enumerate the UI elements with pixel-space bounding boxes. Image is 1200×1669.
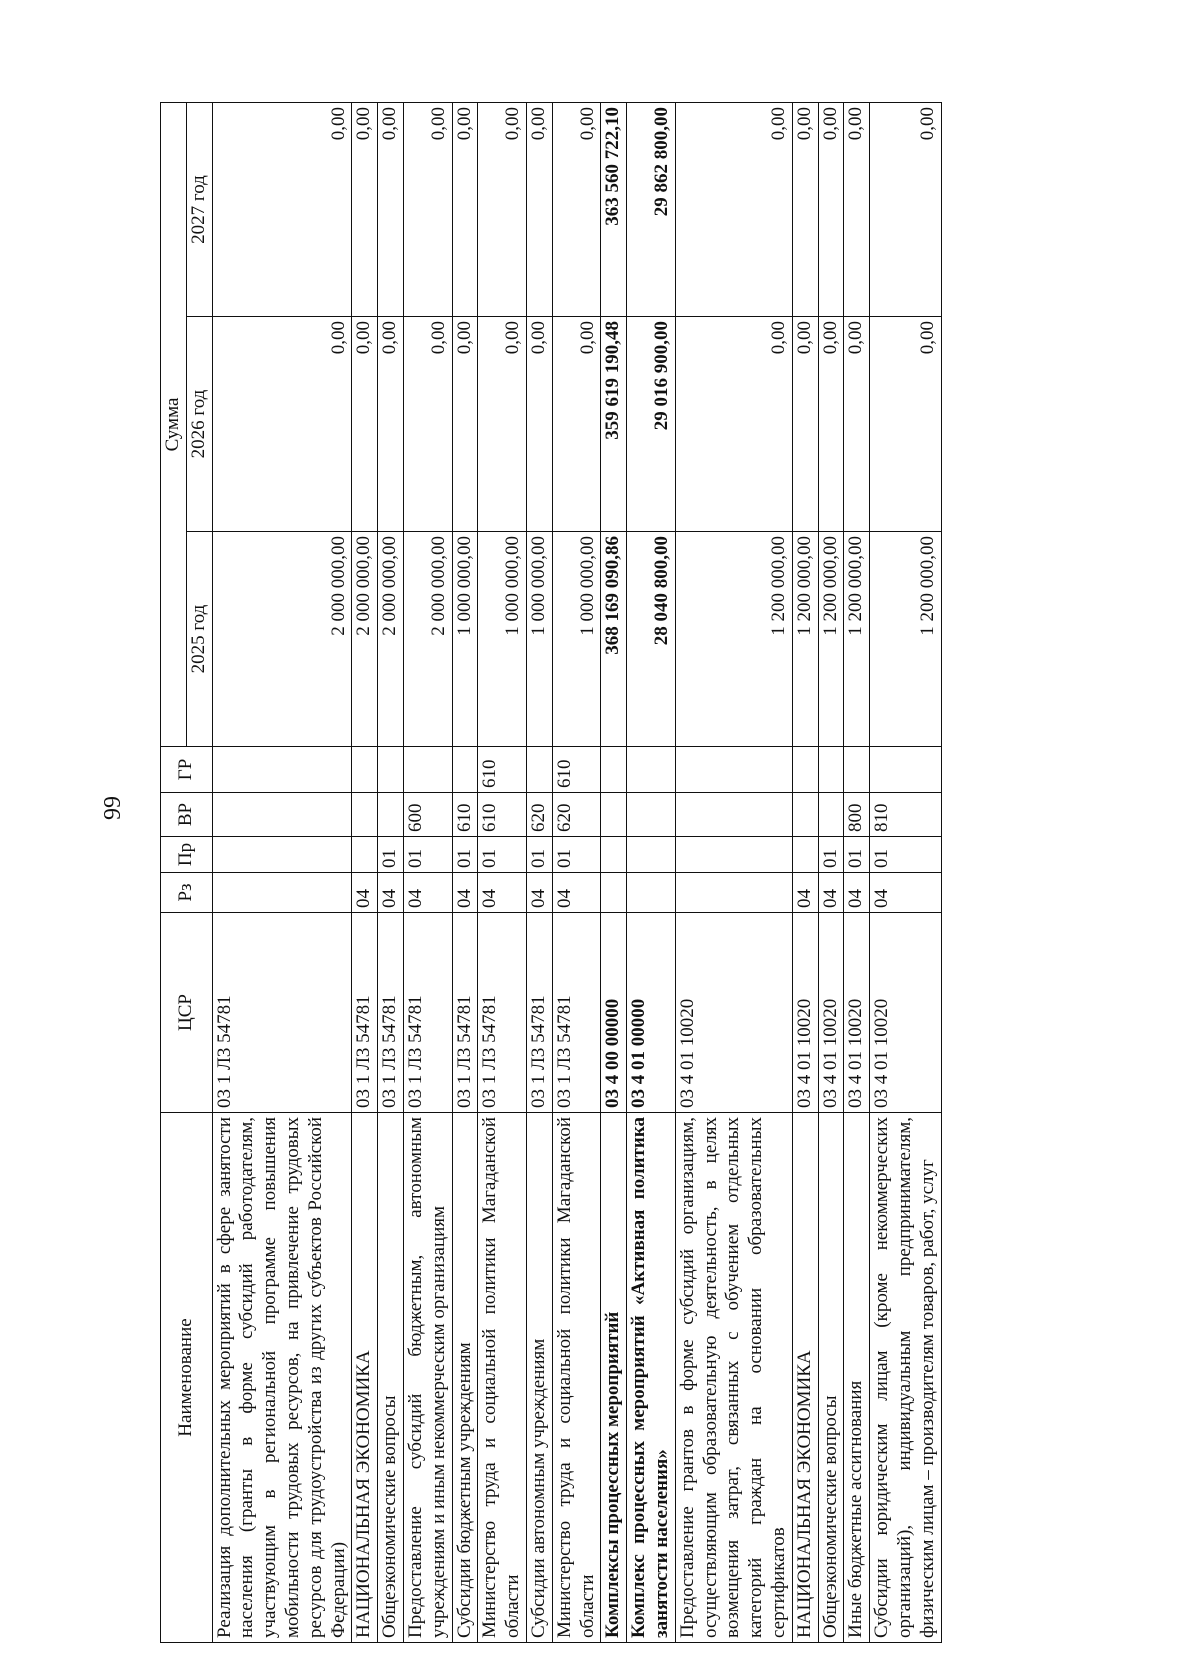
row-name: Предоставление грантов в форме субсидий организациям, осуществляющим образовательную деятельность, в целях возмещения затрат, связанных с обучением отдельных категорий граждан на основании образовательных сертификатов — [675, 1113, 792, 1643]
header-vr: ВР — [161, 793, 213, 837]
row-sum-2026: 0,00 — [552, 317, 601, 532]
row-csr: 03 1 Л3 54781 — [212, 913, 352, 1113]
row-vr — [352, 793, 378, 837]
row-vr — [378, 793, 404, 837]
row-name: Предоставление субсидий бюджетным, автономным учреждениям и иным некоммерческим организациям — [403, 1113, 452, 1643]
row-gr: 610 — [552, 747, 601, 793]
row-gr — [526, 747, 552, 793]
table-row — [870, 103, 941, 1643]
row-rz: 04 — [452, 873, 478, 913]
row-pr — [352, 837, 378, 873]
row-sum-2026: 0,00 — [870, 317, 941, 532]
row-csr: 03 1 Л3 54781 — [552, 913, 601, 1113]
header-year-2025: 2025 год — [186, 532, 212, 747]
row-gr — [627, 747, 676, 793]
row-sum-2025: 1 200 000,00 — [675, 532, 792, 747]
table-row — [352, 103, 378, 1643]
header-year-2026: 2026 год — [186, 317, 212, 532]
row-vr — [627, 793, 676, 837]
row-sum-2025: 2 000 000,00 — [378, 532, 404, 747]
row-vr: 600 — [403, 793, 452, 837]
page-number: 99 — [100, 796, 126, 820]
row-pr: 01 — [870, 837, 941, 873]
row-sum-2026: 0,00 — [818, 317, 844, 532]
row-csr: 03 4 00 00000 — [601, 913, 627, 1113]
row-gr — [601, 747, 627, 793]
row-name: Министерство труда и социальной политики Магаданской области — [478, 1113, 527, 1643]
row-gr — [792, 747, 818, 793]
row-sum-2027: 363 560 722,10 — [601, 103, 627, 317]
row-sum-2025: 1 000 000,00 — [452, 532, 478, 747]
row-name: Министерство труда и социальной политики Магаданской области — [552, 1113, 601, 1643]
row-sum-2027: 0,00 — [378, 103, 404, 317]
row-rz — [601, 873, 627, 913]
row-rz: 04 — [792, 873, 818, 913]
row-gr — [844, 747, 870, 793]
row-sum-2026: 359 619 190,48 — [601, 317, 627, 532]
row-csr: 03 1 Л3 54781 — [452, 913, 478, 1113]
row-vr — [601, 793, 627, 837]
row-name: Общеэкономические вопросы — [378, 1113, 404, 1643]
row-sum-2026: 0,00 — [844, 317, 870, 532]
row-sum-2027: 0,00 — [675, 103, 792, 317]
row-sum-2026: 29 016 900,00 — [627, 317, 676, 532]
row-gr — [870, 747, 941, 793]
row-sum-2026: 0,00 — [352, 317, 378, 532]
row-gr — [403, 747, 452, 793]
row-sum-2027: 0,00 — [478, 103, 527, 317]
row-gr — [452, 747, 478, 793]
row-pr: 01 — [403, 837, 452, 873]
table-row — [212, 103, 352, 1643]
row-sum-2027: 0,00 — [352, 103, 378, 317]
row-gr — [352, 747, 378, 793]
row-pr — [675, 837, 792, 873]
row-csr: 03 1 Л3 54781 — [478, 913, 527, 1113]
row-pr — [212, 837, 352, 873]
row-csr: 03 4 01 10020 — [792, 913, 818, 1113]
table-row — [818, 103, 844, 1643]
row-rz: 04 — [818, 873, 844, 913]
row-csr: 03 4 01 10020 — [675, 913, 792, 1113]
table-body — [212, 103, 941, 1643]
row-rz — [675, 873, 792, 913]
row-vr: 800 — [844, 793, 870, 837]
row-name: Реализация дополнительных мероприятий в сфере занятости населения (гранты в форме субсидий работодателям, участвующим в региональной программе повышения мобильности трудовых ресурсов, на привлечение трудовых ресурсов для трудоустройства из других субъектов Российской Федерации) — [212, 1113, 352, 1643]
row-rz: 04 — [378, 873, 404, 913]
row-sum-2025: 1 000 000,00 — [478, 532, 527, 747]
row-sum-2027: 0,00 — [526, 103, 552, 317]
row-pr: 01 — [452, 837, 478, 873]
row-sum-2027: 0,00 — [403, 103, 452, 317]
row-rz: 04 — [403, 873, 452, 913]
header-name: Наименование — [161, 1113, 213, 1643]
row-name: Субсидии юридическим лицам (кроме некоммерческих организаций), индивидуальным предпринимателям, физическим лицам – производителям товаров, работ, услуг — [870, 1113, 941, 1643]
row-sum-2026: 0,00 — [378, 317, 404, 532]
row-csr: 03 4 01 10020 — [844, 913, 870, 1113]
row-vr — [792, 793, 818, 837]
row-pr — [601, 837, 627, 873]
row-sum-2025: 1 200 000,00 — [818, 532, 844, 747]
budget-table — [160, 102, 942, 1643]
row-vr: 610 — [478, 793, 527, 837]
row-name: Комплексы процессных мероприятий — [601, 1113, 627, 1643]
table-row — [552, 103, 601, 1643]
row-sum-2025: 1 200 000,00 — [870, 532, 941, 747]
table-row — [601, 103, 627, 1643]
table-row — [378, 103, 404, 1643]
row-vr — [675, 793, 792, 837]
row-sum-2026: 0,00 — [212, 317, 352, 532]
row-sum-2026: 0,00 — [792, 317, 818, 532]
row-sum-2025: 1 200 000,00 — [844, 532, 870, 747]
row-rz: 04 — [870, 873, 941, 913]
row-csr: 03 4 01 10020 — [818, 913, 844, 1113]
row-gr — [675, 747, 792, 793]
row-sum-2025: 2 000 000,00 — [352, 532, 378, 747]
row-csr: 03 4 01 10020 — [870, 913, 941, 1113]
row-vr: 620 — [552, 793, 601, 837]
row-csr: 03 1 Л3 54781 — [526, 913, 552, 1113]
header-rz: Рз — [161, 873, 213, 913]
row-sum-2025: 1 200 000,00 — [792, 532, 818, 747]
row-sum-2025: 1 000 000,00 — [552, 532, 601, 747]
row-pr — [627, 837, 676, 873]
header-csr: ЦСР — [161, 913, 213, 1113]
row-rz: 04 — [526, 873, 552, 913]
table-row — [844, 103, 870, 1643]
row-pr: 01 — [378, 837, 404, 873]
row-sum-2027: 0,00 — [870, 103, 941, 317]
row-sum-2027: 0,00 — [452, 103, 478, 317]
row-sum-2026: 0,00 — [452, 317, 478, 532]
row-sum-2026: 0,00 — [478, 317, 527, 532]
budget-table-sheet — [160, 103, 1055, 1643]
row-name: Комплекс процессных мероприятий «Активная политика занятости населения» — [627, 1113, 676, 1643]
table-row — [627, 103, 676, 1643]
row-name: НАЦИОНАЛЬНАЯ ЭКОНОМИКА — [792, 1113, 818, 1643]
row-sum-2026: 0,00 — [675, 317, 792, 532]
row-rz — [212, 873, 352, 913]
row-gr: 610 — [478, 747, 527, 793]
table-row — [478, 103, 527, 1643]
row-sum-2027: 0,00 — [792, 103, 818, 317]
row-csr: 03 1 Л3 54781 — [352, 913, 378, 1113]
table-row — [403, 103, 452, 1643]
table-row — [675, 103, 792, 1643]
row-vr — [818, 793, 844, 837]
row-sum-2025: 1 000 000,00 — [526, 532, 552, 747]
row-name: Субсидии автономным учреждениям — [526, 1113, 552, 1643]
header-gr: ГР — [161, 747, 213, 793]
row-name: Субсидии бюджетным учреждениям — [452, 1113, 478, 1643]
row-sum-2027: 0,00 — [818, 103, 844, 317]
row-sum-2026: 0,00 — [526, 317, 552, 532]
row-gr — [212, 747, 352, 793]
row-gr — [818, 747, 844, 793]
row-sum-2027: 0,00 — [844, 103, 870, 317]
row-sum-2027: 0,00 — [552, 103, 601, 317]
row-vr: 810 — [870, 793, 941, 837]
row-sum-2025: 368 169 090,86 — [601, 532, 627, 747]
row-name: НАЦИОНАЛЬНАЯ ЭКОНОМИКА — [352, 1113, 378, 1643]
row-pr: 01 — [552, 837, 601, 873]
row-rz: 04 — [844, 873, 870, 913]
row-vr: 620 — [526, 793, 552, 837]
row-pr: 01 — [526, 837, 552, 873]
header-pr: Пр — [161, 837, 213, 873]
row-name: Общеэкономические вопросы — [818, 1113, 844, 1643]
header-row-1 — [161, 103, 187, 1643]
header-sum: Сумма — [161, 103, 187, 747]
row-rz: 04 — [352, 873, 378, 913]
row-sum-2025: 2 000 000,00 — [212, 532, 352, 747]
header-year-2027: 2027 год — [186, 103, 212, 317]
row-gr — [378, 747, 404, 793]
row-pr: 01 — [818, 837, 844, 873]
row-rz: 04 — [552, 873, 601, 913]
row-sum-2027: 29 862 800,00 — [627, 103, 676, 317]
row-csr: 03 1 Л3 54781 — [403, 913, 452, 1113]
table-row — [526, 103, 552, 1643]
row-sum-2027: 0,00 — [212, 103, 352, 317]
row-pr — [792, 837, 818, 873]
row-pr: 01 — [844, 837, 870, 873]
row-sum-2026: 0,00 — [403, 317, 452, 532]
row-name: Иные бюджетные ассигнования — [844, 1113, 870, 1643]
row-pr: 01 — [478, 837, 527, 873]
row-rz: 04 — [478, 873, 527, 913]
row-sum-2025: 28 040 800,00 — [627, 532, 676, 747]
row-rz — [627, 873, 676, 913]
row-csr: 03 1 Л3 54781 — [378, 913, 404, 1113]
row-vr — [212, 793, 352, 837]
row-csr: 03 4 01 00000 — [627, 913, 676, 1113]
row-vr: 610 — [452, 793, 478, 837]
row-sum-2025: 2 000 000,00 — [403, 532, 452, 747]
table-row — [792, 103, 818, 1643]
table-row — [452, 103, 478, 1643]
